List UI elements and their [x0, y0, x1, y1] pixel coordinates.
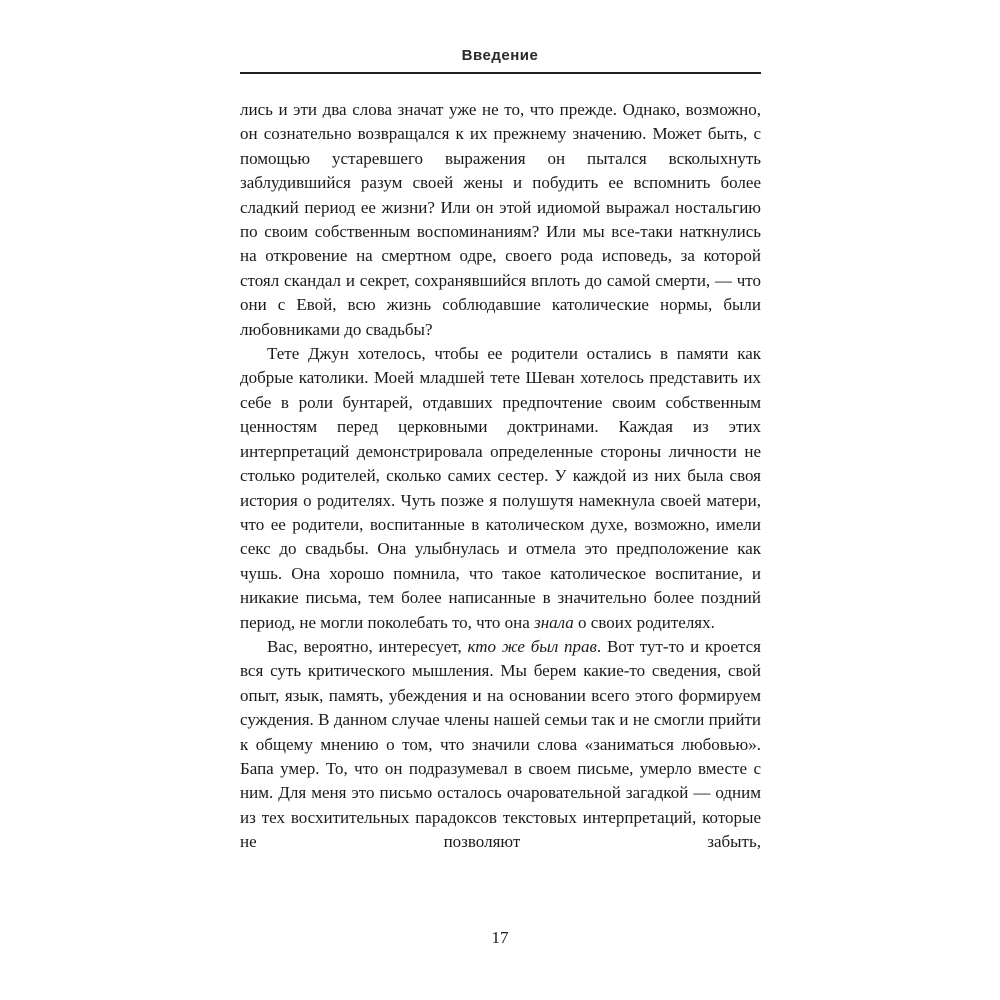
paragraph-3-text: Вас, вероятно, интересует,	[267, 636, 468, 656]
paragraph-3-tail: . Вот тут-то и кроется вся суть критического мышления. Мы берем какие-то сведения, свой опыт, язык, память, убеждения и на основании всего этого формируем суждения. В данном случае члены нашей семьи так и не смогли прийти к общему мнению о том, что значили слова «заниматься любовью». Бапа умер. То, что он подразумевал в своем письме, умерло вместе с ним. Для меня это письмо осталось очаровательной загадкой — одним из тех восхитительных парадоксов текстовых интерпретаций, которые не позволяют забыть,	[240, 636, 762, 852]
paragraph-3-emphasis: кто же был прав	[467, 636, 597, 656]
paragraph-3	[240, 635, 761, 855]
page-number: 17	[491, 928, 509, 947]
running-title: Введение	[461, 47, 539, 64]
header-rule	[240, 72, 761, 74]
paragraph-2-tail: о своих родителях.	[573, 612, 715, 632]
paragraph-1: лись и эти два слова значат уже не то, что прежде. Однако, возможно, он сознательно возвращался к их прежнему значению. Может быть, с помощью устаревшего выражения он пытался всколыхнуть заблудившийся разум своей жены и побудить ее вспомнить более сладкий период ее жизни? Или он этой идиомой выражал ностальгию по своим собственным воспоминаниям? Или мы все-таки наткнулись на откровение на смертном одре, своего рода исповедь, за которой стоял скандал и секрет, сохранявшийся вплоть до самой смерти, — что они с Евой, всю жизнь соблюдавшие католические нормы, были любовниками до свадьбы?	[240, 100, 761, 339]
paragraph-2	[240, 342, 761, 635]
paragraph-2-text: Тете Джун хотелось, чтобы ее родители остались в памяти как добрые католики. Моей младшей тете Шеван хотелось представить их себе в роли бунтарей, отдавших предпочтение своим собственным ценностям перед церковными доктринами. Каждая из этих интерпретаций демонстрировала определенные стороны личности не столько родителей, сколько самих сестер. У каждой из них была своя история о родителях. Чуть позже я полушутя намекнула своей матери, что ее родители, воспитанные в католическом духе, возможно, имели секс до свадьбы. Она улыбнулась и отмела это предположение как чушь. Она хорошо помнила, что такое католическое воспитание, и никакие письма, тем более написанные в значительно более поздний период, не могли поколебать то, что она	[240, 344, 761, 632]
paragraph-2-emphasis: знала	[534, 612, 574, 632]
body-text	[240, 98, 761, 855]
